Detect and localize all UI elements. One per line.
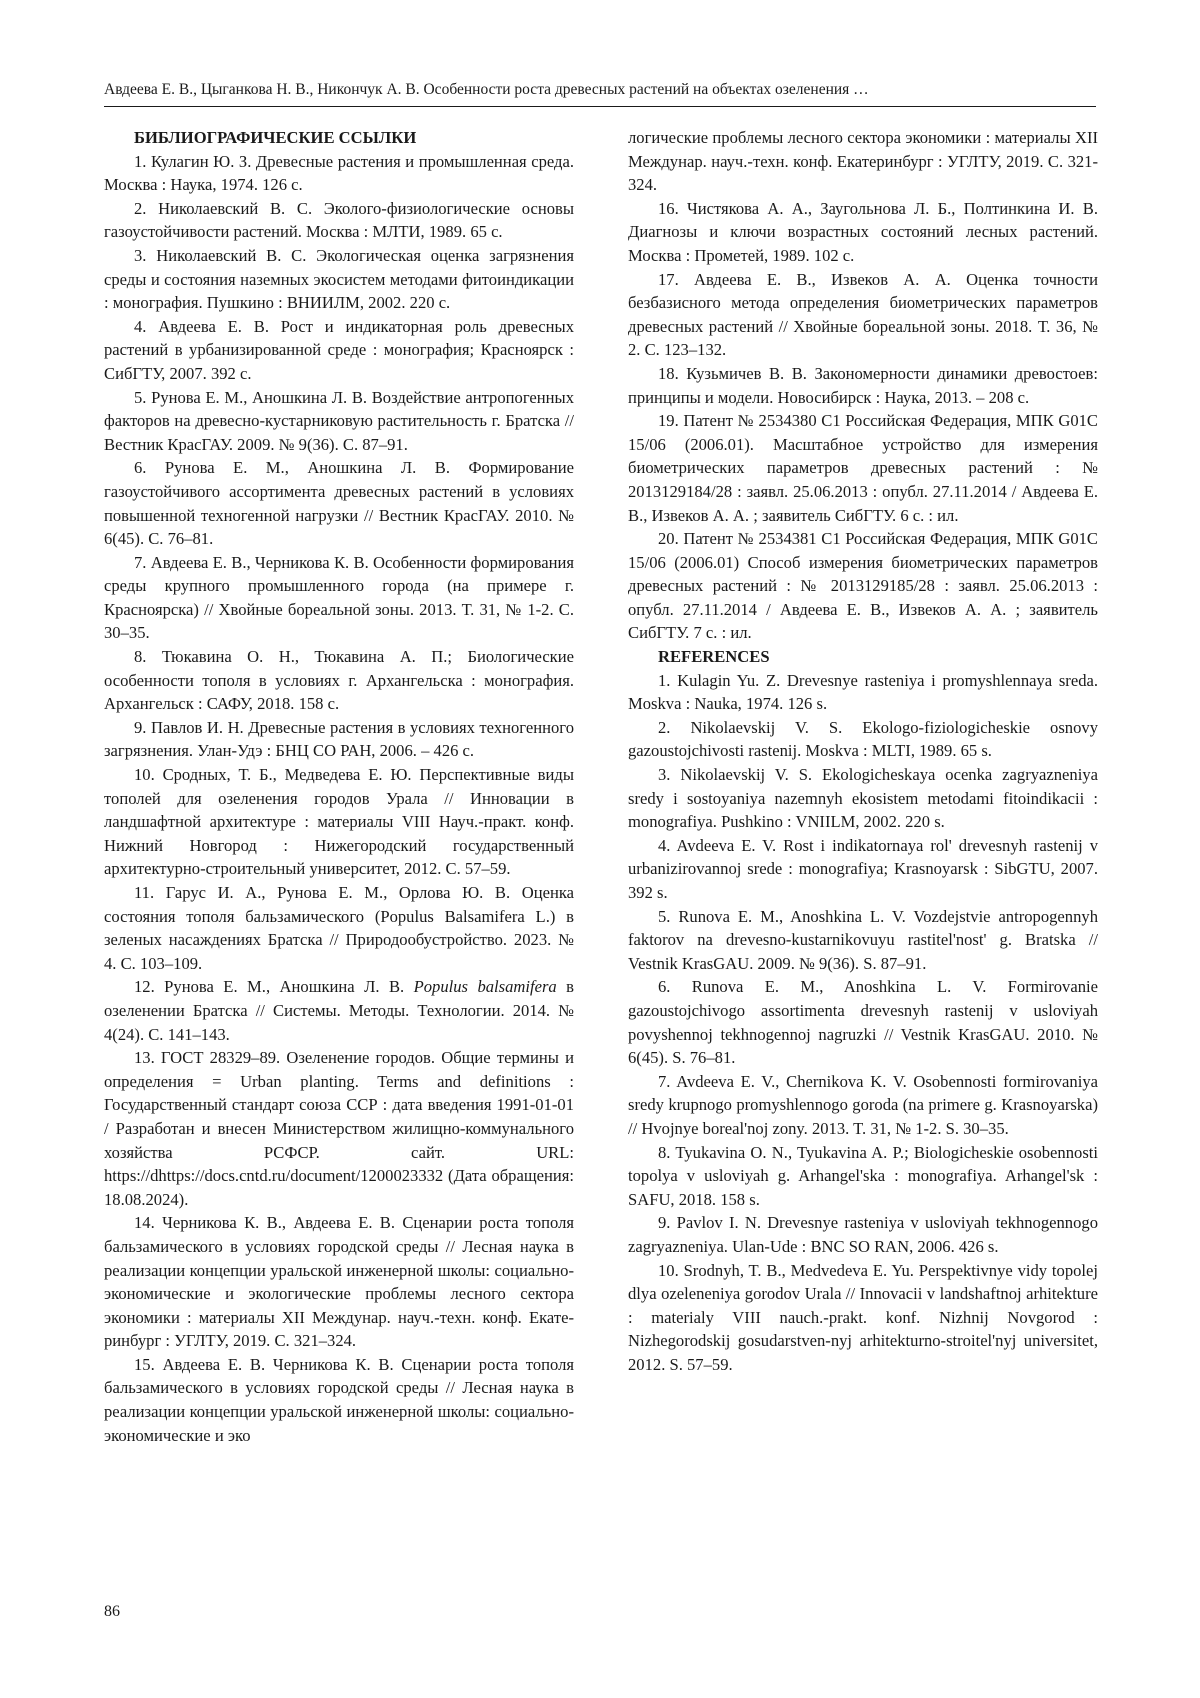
reference-entry: 11. Гарус И. А., Рунова Е. М., Орлова Ю. В. Оценка состояния тополя бальзамического (Populus Balsamifera L.) в зеленых насаждениях Братска // Природообустройство. 2023. № 4. С. 103–109. bbox=[104, 883, 574, 973]
reference-entry: 6. Рунова Е. М., Аношкина Л. В. Формирование газоустойчивого ассортимента древесных растений в условиях повышенной техногенной нагрузки // Вестник КрасГАУ. 2010. № 6(45). С. 76–81. bbox=[104, 458, 574, 549]
references-entry: 10. Srodnyh, T. B., Medvedeva E. Yu. Perspektivnye vidy topolej dlya ozeleneniya gorodov Urala // Innovacii v landshaftnoj arhitekture : materialy VIII nauch.-prakt. konf. Nizhnij Novgorod : Nizhegorodskij gosudarstven-nyj arhitekturno-stroitel'nyj universitet, 2012. S. 57–59. bbox=[628, 1260, 1098, 1374]
reference-entry: 20. Патент № 2534381 C1 Российская Федерация, МПК G01C 15/06 (2006.01) Способ измерения биометрических параметров древесных растений : № 2013129185/28 : заявл. 25.06.2013 : опубл. 27.11.2014 / Авдеева Е. В., Извеков А. А. ; заявитель СибГТУ. 7 с. : ил. bbox=[628, 529, 1098, 643]
reference-entry: 3. Николаевский В. С. Экологическая оценка загрязнения среды и состояния наземных экосистем методами фитоиндикации : монография. Пушкино : ВНИИЛМ, 2002. 220 с. bbox=[104, 245, 574, 313]
reference-entry: 9. Павлов И. Н. Древесные растения в условиях техногенного загрязнения. Улан-Удэ : БНЦ СО РАН, 2006. – 426 с. bbox=[104, 717, 574, 761]
reference-entry-12 bbox=[104, 975, 574, 1046]
reference-entry: 15. Авдеева Е. В. Черникова К. В. Сценарии роста тополя бальзамического в условиях городской среды // Лесная наука в реализации концепции уральской инженерной школы: социально-экономические и эко bbox=[104, 1354, 574, 1445]
right-column bbox=[628, 126, 1098, 1376]
running-head: Авдеева Е. В., Цыганкова Н. В., Никончук А. В. Особенности роста древесных растений на объектах озеленения … bbox=[104, 81, 869, 98]
page-number: 86 bbox=[104, 1603, 120, 1620]
entry-12-italic-species: Populus balsamifera bbox=[413, 977, 557, 997]
reference-entry: 4. Авдеева Е. В. Рост и индикаторная роль древесных растений в урбанизированной среде : монография; Красноярск : СибГТУ, 2007. 392 с. bbox=[104, 316, 574, 383]
references-entry: 7. Avdeeva E. V., Chernikova K. V. Osobennosti formirovaniya sredy krupnogo promyshlennogo goroda (na primere g. Krasnoyarska) // Hvojnye boreal'noj zony. 2013. T. 31, № 1-2. S. 30–35. bbox=[628, 1071, 1098, 1138]
reference-entry: 8. Тюкавина О. Н., Тюкавина А. П.; Биологические особенности тополя в условиях г. Архангельска : монография. Архангельск : САФУ, 2018. 158 с. bbox=[104, 647, 574, 714]
reference-continuation: логические проблемы лесного сектора экономики : материалы XII Междунар. науч.-техн. конф. Екатеринбург : УГЛТУ, 2019. С. 321-324. bbox=[628, 128, 1098, 195]
reference-entry: 1. Кулагин Ю. З. Древесные растения и промышленная среда. Москва : Наука, 1974. 126 с. bbox=[104, 151, 574, 195]
section-title-references: REFERENCES bbox=[658, 647, 770, 667]
left-column bbox=[104, 126, 574, 1447]
reference-entry: 17. Авдеева Е. В., Извеков А. А. Оценка точности безбазисного метода определения биометрических параметров древесных растений // Хвойные бореальной зоны. 2018. Т. 36, № 2. С. 123–132. bbox=[628, 269, 1098, 360]
reference-entry: 10. Сродных, Т. Б., Медведева Е. Ю. Перспективные виды тополей для озеленения городов Урала // Инновации в ландшафтной архитектуре : материалы VIII Науч.-практ. конф. Нижний Новгород : Нижегородский государственный архитектурно-строительный университет, 2012. С. 57–59. bbox=[104, 765, 574, 879]
references-entry: 1. Kulagin Yu. Z. Drevesnye rasteniya i promyshlennaya sreda. Moskva : Nauka, 1974. 126 s. bbox=[628, 670, 1098, 714]
references-entry: 8. Tyukavina O. N., Tyukavina A. P.; Biologicheskie osobennosti topolya v usloviyah g. Arhangel'ska : monografiya. Arhangel'sk : SAFU, 2018. 158 s. bbox=[628, 1142, 1098, 1209]
references-entry: 4. Avdeeva E. V. Rost i indikatornaya rol' drevesnyh rastenij v urbanizirovannoj srede : monografiya; Krasnoyarsk : SibGTU, 2007. 392 s. bbox=[628, 835, 1098, 902]
references-entry: 5. Runova E. M., Anoshkina L. V. Vozdejstvie antropogennyh faktorov na drevesno-kustarnikovuyu rastitel'nost' g. Bratska // Vestnik KrasGAU. 2009. № 9(36). S. 87–91. bbox=[628, 906, 1098, 973]
entry-12-text: 12. Рунова Е. М., Аношкина Л. В. bbox=[134, 977, 414, 997]
header-rule bbox=[104, 106, 1096, 107]
references-entry: 3. Nikolaevskij V. S. Ekologicheskaya ocenka zagryazneniya sredy i sostoyaniya nazemnyh ekosistem metodami fitoindikacii : monografiya. Pushkino : VNIILM, 2002. 220 s. bbox=[628, 765, 1098, 832]
entry-12-text-rest: в озеленении Братска // Системы. Методы. Технологии. 2014. № 4(24). С. 141–143. bbox=[104, 977, 575, 1044]
reference-entry: 19. Патент № 2534380 C1 Российская Федерация, МПК G01C 15/06 (2006.01). Масштабное устройство для измерения биометрических параметров древесных растений : № 2013129184/28 : заявл. 25.06.2013 : опубл. 27.11.2014 / Авдеева Е. В., Извеков А. А. ; заявитель СибГТУ. 6 с. : ил. bbox=[628, 411, 1098, 525]
reference-entry: 2. Николаевский В. С. Эколого-физиологические основы газоустойчивости растений. Москва : МЛТИ, 1989. 65 с. bbox=[104, 198, 574, 242]
references-entry: 2. Nikolaevskij V. S. Ekologo-fiziologicheskie osnovy gazoustojchivosti rastenij. Moskva : MLTI, 1989. 65 s. bbox=[628, 717, 1098, 761]
reference-entry: 5. Рунова Е. М., Аношкина Л. В. Воздействие антропогенных факторов на древесно-кустарниковую растительность г. Братска // Вестник КрасГАУ. 2009. № 9(36). С. 87–91. bbox=[104, 387, 574, 454]
reference-entry: 14. Черникова К. В., Авдеева Е. В. Сценарии роста тополя бальзамического в условиях городской среды // Лесная наука в реализации концепции уральской инженерной школы: социально-экономические и экологические проблемы лесного сектора экономики : материалы XII Междунар. науч.-техн. конф. Екатеринбург : УГЛТУ, 2019. С. 321–324. bbox=[104, 1213, 574, 1351]
section-title-bibliography: БИБЛИОГРАФИЧЕСКИЕ ССЫЛКИ bbox=[134, 128, 417, 147]
reference-entry: 13. ГОСТ 28329–89. Озеленение городов. Общие термины и определения = Urban planting. Terms and definitions : Государственный стандарт союза ССР : дата введения 1991-01-01 / Разработан и внесен Министерством жилищно-коммунального хозяйства РСФСР. сайт. URL: https://dhttps://docs.cntd.ru/document/1200023332 (Дата обращения: 18.08.2024). bbox=[104, 1048, 574, 1209]
references-entry: 6. Runova E. M., Anoshkina L. V. Formirovanie gazoustojchivogo assortimenta drevesnyh rastenij v usloviyah povyshennoj tekhnogennoj nagruzki // Vestnik KrasGAU. 2010. № 6(45). S. 76–81. bbox=[628, 977, 1098, 1068]
reference-entry: 16. Чистякова А. А., Заугольнова Л. Б., Полтинкина И. В. Диагнозы и ключи возрастных состояний лесных растений. Москва : Прометей, 1989. 102 с. bbox=[628, 198, 1098, 265]
reference-entry: 7. Авдеева Е. В., Черникова К. В. Особенности формирования среды крупного промышленного города (на примере г. Красноярска) // Хвойные бореальной зоны. 2013. Т. 31, № 1-2. С. 30–35. bbox=[104, 552, 574, 643]
references-entry: 9. Pavlov I. N. Drevesnye rasteniya v usloviyah tekhnogennogo zagryazneniya. Ulan-Ude : BNC SO RAN, 2006. 426 s. bbox=[628, 1213, 1098, 1256]
reference-entry: 18. Кузьмичев В. В. Закономерности динамики древостоев: принципы и модели. Новосибирск : Наука, 2013. – 208 с. bbox=[628, 363, 1098, 407]
